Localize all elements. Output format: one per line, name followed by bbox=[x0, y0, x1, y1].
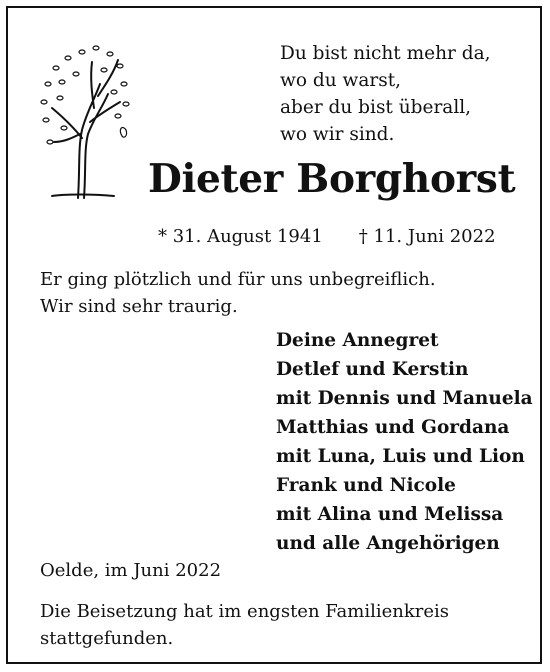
family-line: mit Dennis und Manuela bbox=[276, 388, 533, 409]
tree-icon bbox=[34, 38, 130, 208]
death-date: † 11. Juni 2022 bbox=[358, 226, 496, 247]
birth-date: * 31. August 1941 bbox=[158, 226, 323, 247]
family-line: und alle Angehörigen bbox=[276, 533, 500, 554]
family-line: mit Luna, Luis und Lion bbox=[276, 446, 525, 467]
place-date: Oelde, im Juni 2022 bbox=[40, 560, 222, 581]
poem-line: wo wir sind. bbox=[280, 124, 395, 145]
burial-note bbox=[40, 598, 449, 652]
family-line: Detlef und Kerstin bbox=[276, 359, 469, 380]
intro-text bbox=[40, 266, 436, 320]
intro-line: Er ging plötzlich und für uns unbegreiflich. bbox=[40, 269, 436, 290]
poem-line: Du bist nicht mehr da, bbox=[280, 43, 491, 64]
poem-line: wo du warst, bbox=[280, 70, 402, 91]
poem-line: aber du bist überall, bbox=[280, 97, 472, 118]
family-list bbox=[276, 326, 533, 558]
life-dates bbox=[158, 226, 496, 247]
intro-line: Wir sind sehr traurig. bbox=[40, 296, 238, 317]
family-line: Deine Annegret bbox=[276, 330, 439, 351]
poem bbox=[280, 40, 491, 148]
family-line: Frank und Nicole bbox=[276, 475, 456, 496]
burial-line: stattgefunden. bbox=[40, 628, 174, 649]
obituary-card bbox=[6, 6, 542, 664]
deceased-name: Dieter Borghorst bbox=[148, 156, 516, 202]
family-line: mit Alina und Melissa bbox=[276, 504, 504, 525]
family-line: Matthias und Gordana bbox=[276, 417, 510, 438]
burial-line: Die Beisetzung hat im engsten Familienkreis bbox=[40, 601, 450, 622]
